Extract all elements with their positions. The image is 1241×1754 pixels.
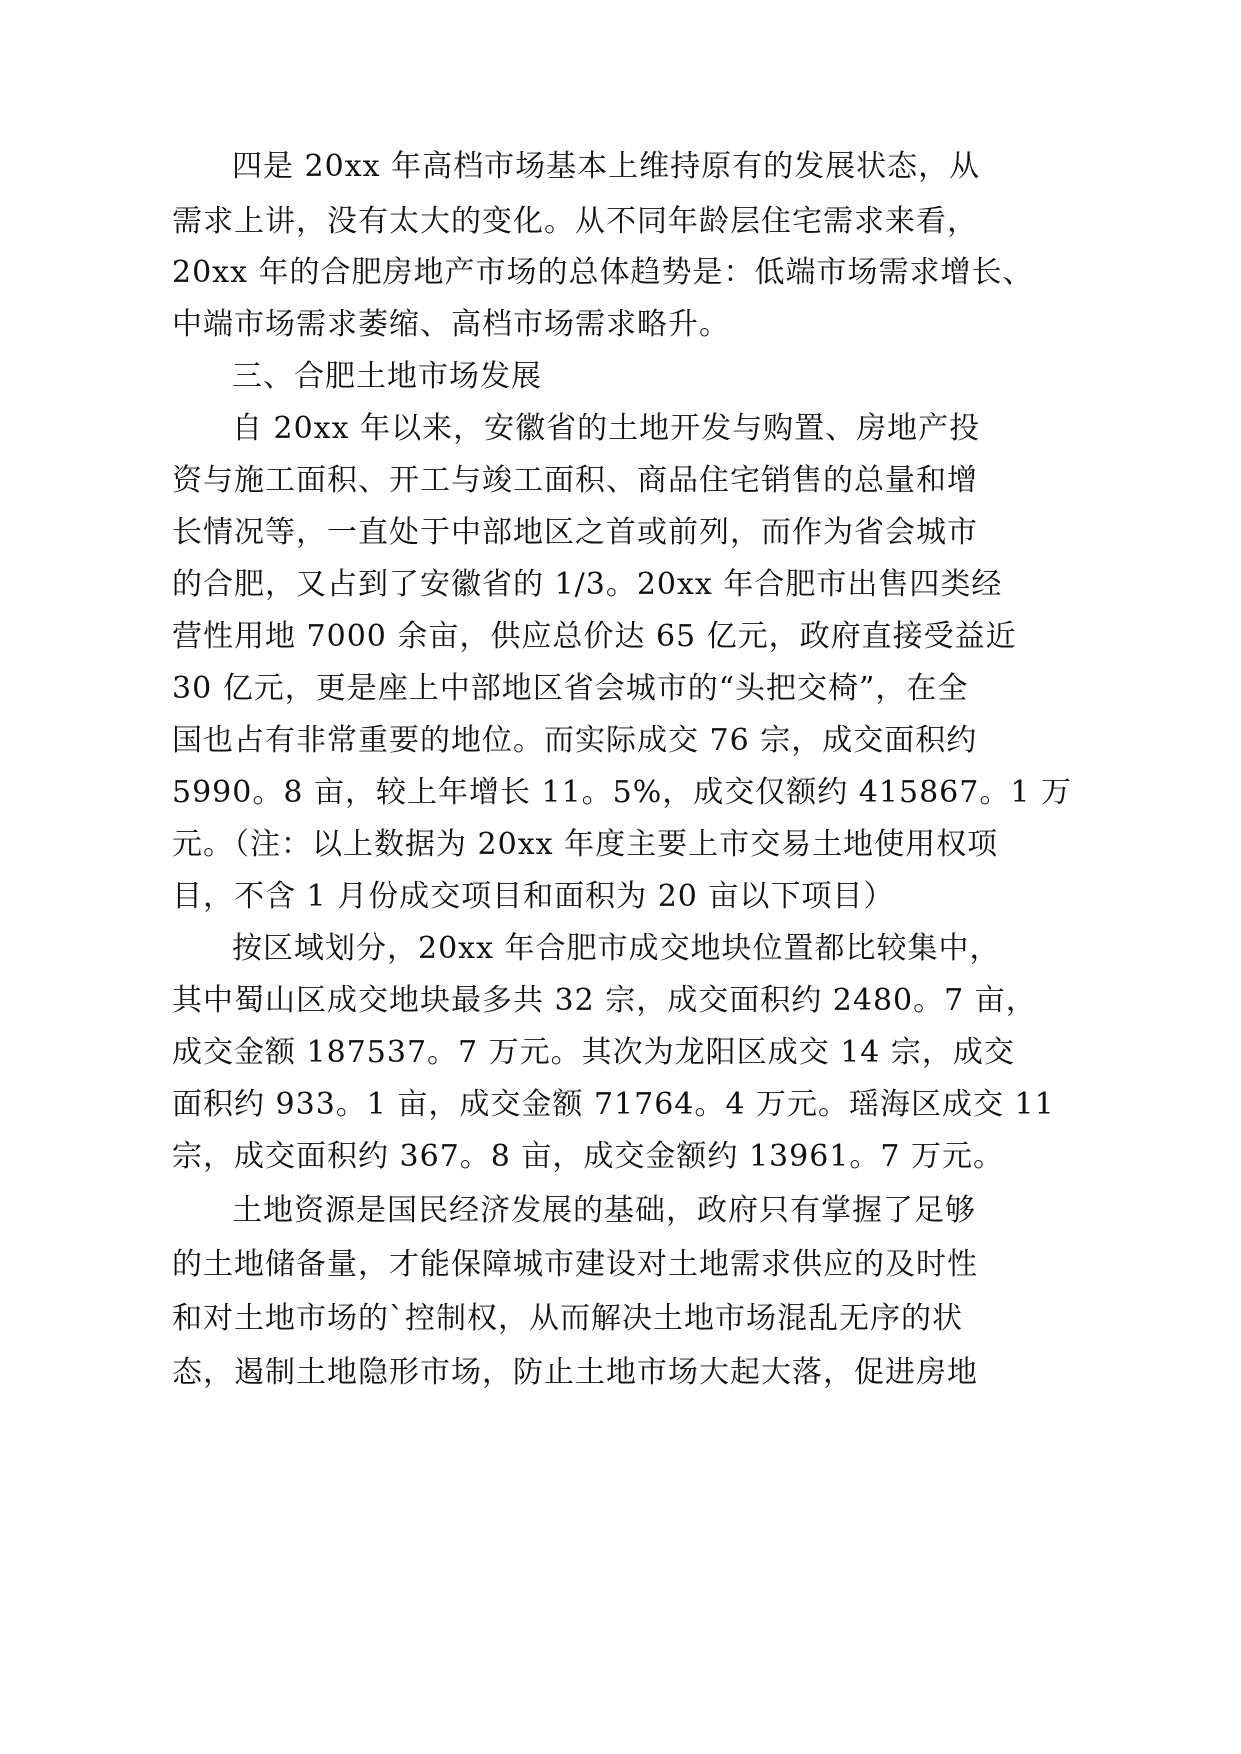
text-line: 资与施工面积、开工与竣工面积、商品住宅销售的总量和增 [172,463,978,498]
text-line: 成交金额 187537。7 万元。其次为龙阳区成交 14 宗，成交 [172,1035,1015,1070]
text-line: 宗，成交面积约 367。8 亩，成交金额约 13961。7 万元。 [172,1139,1005,1174]
text-line: 面积约 933。1 亩，成交金额 71764。4 万元。瑶海区成交 11 [172,1087,1055,1122]
text-line: 中端市场需求萎缩、高档市场需求略升。 [172,307,730,342]
text-line: 的土地储备量，才能保障城市建设对土地需求供应的及时性 [172,1247,978,1282]
text-line: 和对土地市场的`控制权，从而解决土地市场混乱无序的状 [172,1301,963,1336]
text-line: 长情况等，一直处于中部地区之首或前列，而作为省会城市 [172,515,978,550]
text-line: 态，遏制土地隐形市场，防止土地市场大起大落，促进房地 [172,1355,978,1390]
text-line: 营性用地 7000 余亩，供应总价达 65 亿元，政府直接受益近 [172,619,1017,654]
text-line: 其中蜀山区成交地块最多共 32 宗，成交面积约 2480。7 亩， [172,983,1037,1018]
text-line: 四是 20xx 年高档市场基本上维持原有的发展状态，从 [232,149,981,184]
text-line: 自 20xx 年以来，安徽省的土地开发与购置、房地产投 [232,411,981,446]
text-line: 需求上讲，没有太大的变化。从不同年龄层住宅需求来看， [172,204,978,239]
text-line: 元。（注：以上数据为 20xx 年度主要上市交易土地使用权项 [172,827,999,862]
text-line: 5990。8 亩，较上年增长 11。5%，成交仅额约 415867。1 万 [172,775,1072,810]
text-line: 的合肥，又占到了安徽省的 1/3。20xx 年合肥市出售四类经 [172,567,1003,602]
text-line: 按区域划分，20xx 年合肥市成交地块位置都比较集中， [232,931,1001,966]
text-line: 土地资源是国民经济发展的基础，政府只有掌握了足够 [232,1193,976,1228]
text-line: 30 亿元，更是座上中部地区省会城市的“头把交椅”，在全 [172,671,969,706]
section-heading: 三、合肥土地市场发展 [232,359,542,394]
text-line: 20xx 年的合肥房地产市场的总体趋势是：低端市场需求增长、 [172,255,1034,290]
text-line: 目，不含 1 月份成交项目和面积为 20 亩以下项目） [172,879,895,914]
text-line: 国也占有非常重要的地位。而实际成交 76 宗，成交面积约 [172,723,978,758]
